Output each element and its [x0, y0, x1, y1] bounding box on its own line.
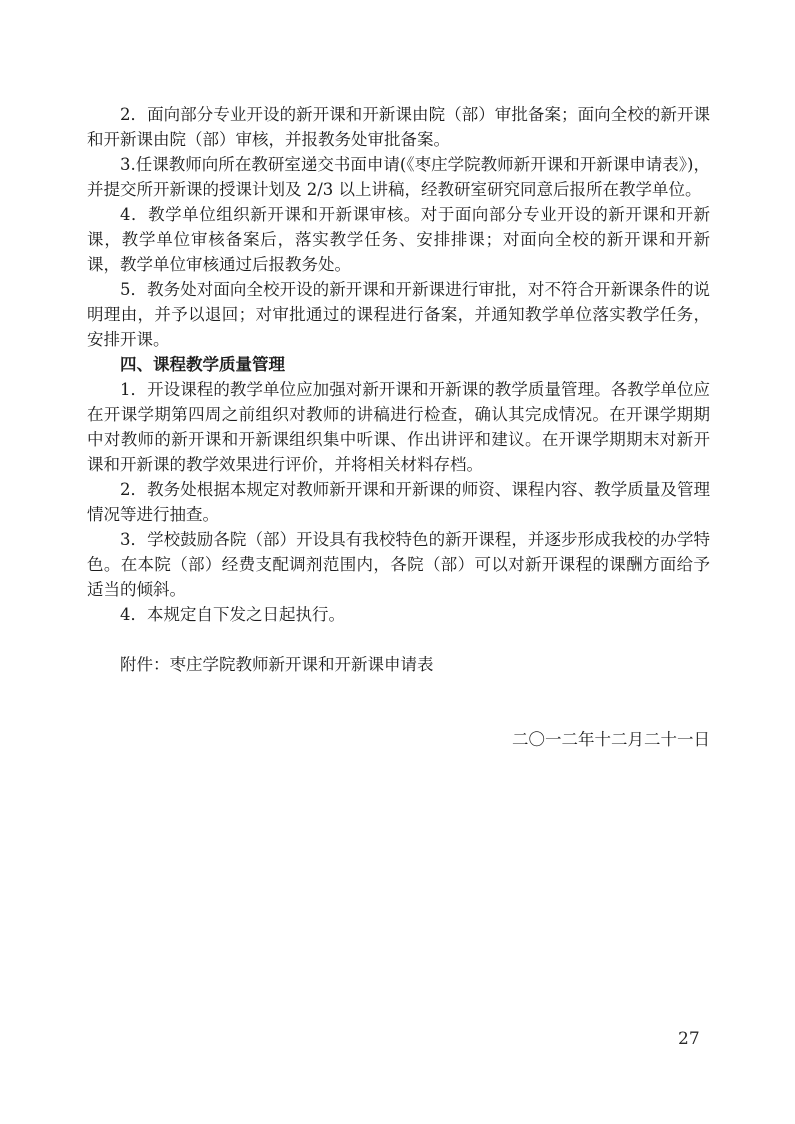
document-body [87, 102, 710, 752]
paragraph: 1．开设课程的教学单位应加强对新开课和开新课的教学质量管理。各教学单位应在开课学期第四周之前组织对教师的讲稿进行检查，确认其完成情况。在开课学期期中对教师的新开课和开新课组织集中听课、作出讲评和建议。在开课学期期末对新开课和开新课的教学效果进行评价，并将相关材料存档。 [87, 380, 710, 474]
paragraph: 2．面向部分专业开设的新开课和开新课由院（部）审批备案；面向全校的新开课和开新课由院（部）审核，并报教务处审批备案。 [87, 105, 710, 149]
paragraph: 4．本规定自下发之日起执行。 [120, 605, 345, 624]
paragraph: 4．教学单位组织新开课和开新课审核。对于面向部分专业开设的新开课和开新课，教学单位审核备案后，落实教学任务、安排排课；对面向全校的新开课和开新课，教学单位审核通过后报教务处。 [87, 205, 710, 274]
paragraph: 2．教务处根据本规定对教师新开课和开新课的师资、课程内容、教学质量及管理情况等进行抽查。 [87, 480, 710, 524]
section-heading: 四、课程教学质量管理 [120, 355, 285, 374]
paragraph-list [87, 102, 710, 627]
paragraph: 5．教务处对面向全校开设的新开课和开新课进行审批，对不符合开新课条件的说明理由，并予以退回；对审批通过的课程进行备案，并通知教学单位落实教学任务，安排开课。 [87, 280, 710, 349]
paragraph: 3．学校鼓励各院（部）开设具有我校特色的新开课程，并逐步形成我校的办学特色。在本院（部）经费支配调剂范围内，各院（部）可以对新开课程的课酬方面给予适当的倾斜。 [87, 530, 710, 599]
date-line: 二〇一二年十二月二十一日 [512, 730, 710, 749]
page-number: 27 [678, 1029, 700, 1049]
paragraph: 3.任课教师向所在教研室递交书面申请(《枣庄学院教师新开课和开新课申请表》)，并提交所开新课的授课计划及 2/3 以上讲稿，经教研室研究同意后报所在教学单位。 [87, 155, 710, 199]
attachment-line: 附件：枣庄学院教师新开课和开新课申请表 [120, 655, 434, 674]
